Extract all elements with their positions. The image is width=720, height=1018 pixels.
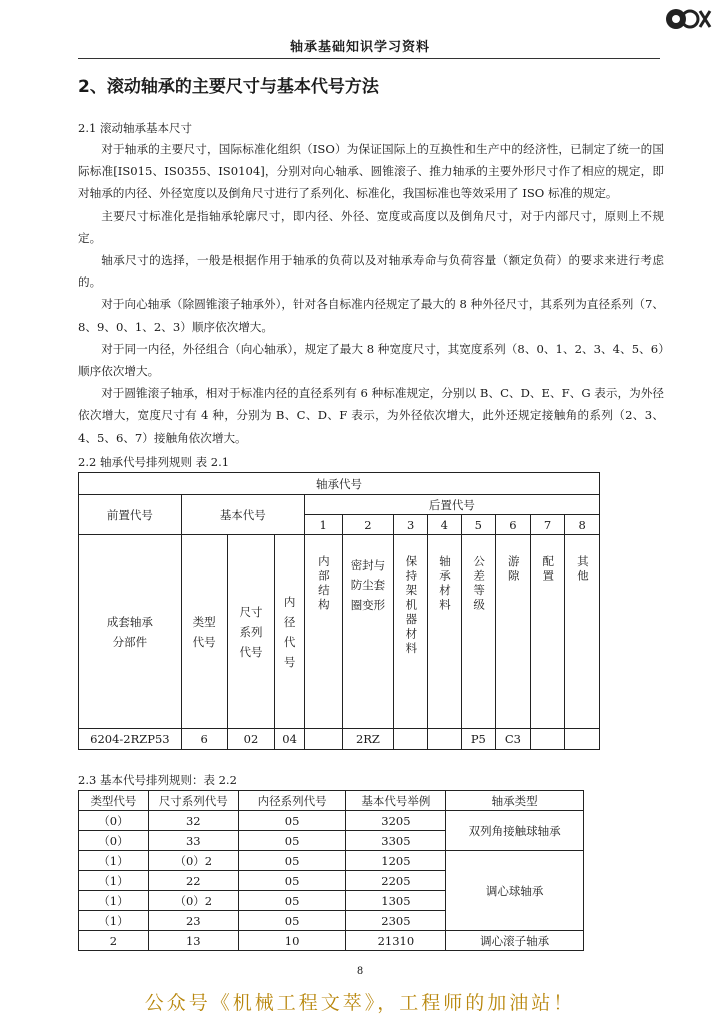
example-cell xyxy=(304,729,342,750)
bore-code-cell: 内 径 代 号 xyxy=(275,535,305,729)
configuration-cell: 配置 xyxy=(541,555,556,584)
type-code-cell: 类型 代号 xyxy=(181,535,227,729)
table-cell: 1205 xyxy=(346,851,446,871)
paragraph: 对于轴承的主要尺寸，国际标准化组织（ISO）为保证国际上的互换性和生产中的经济性，已制定了统一的国际标准[IS015、IS0355、IS0104]，分别对向心轴承、圆锥滚子、推力轴承的主要外形尺寸作了相应的规定，即对轴承的内径、外径宽度以及倒角尺寸进行了系列化、标准化，我国标准也等效采用了 ISO 标准的规定。 xyxy=(78,142,664,201)
bearing-type-cell: 调心滚子轴承 xyxy=(446,931,584,951)
example-cell xyxy=(565,729,600,750)
table-cell: 22 xyxy=(148,871,238,891)
table-cell: （1） xyxy=(79,871,149,891)
bearing-type-cell: 调心球轴承 xyxy=(446,851,584,931)
paragraph: 主要尺寸标准化是指轴承轮廓尺寸，即内径、外径、宽度或高度以及倒角尺寸，对于内部尺寸，原则上不规定。 xyxy=(78,208,664,245)
example-cell xyxy=(394,729,428,750)
bearing-material-cell: 轴承材料 xyxy=(438,555,452,613)
paragraph: 对于圆锥滚子轴承，相对于标准内径的直径系列有 6 种标准规定，分别以 B、C、D、E、F、G 表示，为外径依次增大，宽度尺寸有 4 种，分别为 B、C、D、F 表示，为外径依次增大，此外还规定接触角的系列（2、3、4、5、6、7）接触角依次增大。 xyxy=(78,386,664,445)
suffix-number: 8 xyxy=(565,515,600,535)
example-cell: 6 xyxy=(181,729,227,750)
table-header: 尺寸系列代号 xyxy=(148,791,238,811)
cage-material-cell: 保持架机器材料 xyxy=(404,555,419,657)
suffix-number: 6 xyxy=(496,515,531,535)
paragraph: 轴承尺寸的选择，一般是根据作用于轴承的负荷以及对轴承寿命与负荷容量（额定负荷）的要求来进行考虑的。 xyxy=(78,253,664,290)
table-cell: 05 xyxy=(238,831,346,851)
table-cell: （1） xyxy=(79,911,149,931)
table-cell: 3205 xyxy=(346,811,446,831)
basic-code-table xyxy=(78,790,584,951)
table-cell: 1305 xyxy=(346,891,446,911)
example-cell: 6204-2RZP53 xyxy=(79,729,182,750)
table-cell: （0） xyxy=(79,811,149,831)
body-text xyxy=(78,138,664,449)
clearance-cell: 游隙 xyxy=(506,555,521,584)
gear-logo-icon xyxy=(664,6,712,32)
header-title: 轴承基础知识学习资料 xyxy=(289,40,430,55)
seal-cell: 密封与 防尘套 圈变形 xyxy=(342,535,394,729)
table-cell: 05 xyxy=(238,911,346,931)
table-cell: 05 xyxy=(238,851,346,871)
footer-slogan: 公众号《机械工程文萃》，工程师的加油站！ xyxy=(144,992,576,1014)
table-cell: 2205 xyxy=(346,871,446,891)
example-cell: 02 xyxy=(227,729,275,750)
page-number: 8 xyxy=(356,966,364,977)
table-cell: 13 xyxy=(148,931,238,951)
table-cell: 33 xyxy=(148,831,238,851)
prefix-description: 成套轴承 分部件 xyxy=(79,535,182,729)
table-cell: 05 xyxy=(238,891,346,911)
table-cell: 3305 xyxy=(346,831,446,851)
paragraph: 对于同一内径，外径组合（向心轴承），规定了最大 8 种宽度尺寸，其宽度系列（8、0、1、2、3、4、5、6）顺序依次增大。 xyxy=(78,341,664,379)
table-cell: 23 xyxy=(148,911,238,931)
table-cell: 05 xyxy=(238,811,346,831)
table-cell: （0）2 xyxy=(148,891,238,911)
subheading-2-1: 2.1 滚动轴承基本尺寸 xyxy=(78,121,192,135)
bearing-code-table xyxy=(78,472,600,750)
suffix-number: 2 xyxy=(342,515,394,535)
table-header-prefix: 前置代号 xyxy=(79,495,182,535)
suffix-number: 7 xyxy=(530,515,565,535)
table-row xyxy=(79,851,584,871)
example-cell: 04 xyxy=(275,729,305,750)
tolerance-cell: 公差等级 xyxy=(472,555,487,613)
table-cell: 2305 xyxy=(346,911,446,931)
table-header: 类型代号 xyxy=(79,791,149,811)
example-cell: P5 xyxy=(461,729,496,750)
header-rule xyxy=(78,58,660,59)
table-cell: 32 xyxy=(148,811,238,831)
table-header: 基本代号举例 xyxy=(346,791,446,811)
table-row xyxy=(79,811,584,831)
suffix-number: 4 xyxy=(427,515,461,535)
example-cell xyxy=(427,729,461,750)
size-series-cell: 尺寸 系列 代号 xyxy=(227,535,275,729)
suffix-number: 5 xyxy=(461,515,496,535)
table-cell: （1） xyxy=(79,891,149,911)
suffix-number: 3 xyxy=(394,515,428,535)
table-row xyxy=(79,931,584,951)
table-cell: 05 xyxy=(238,871,346,891)
other-cell: 其他 xyxy=(575,555,590,584)
example-cell: 2RZ xyxy=(342,729,394,750)
table-cell: （0）2 xyxy=(148,851,238,871)
table-cell: （1） xyxy=(79,851,149,871)
table-header: 轴承类型 xyxy=(446,791,584,811)
paragraph: 对于向心轴承（除圆锥滚子轴承外），针对各自标准内径规定了最大的 8 种外径尺寸，其系列为直径系列（7、8、9、0、1、2、3）顺序依次增大。 xyxy=(78,297,664,334)
table-header-basic: 基本代号 xyxy=(181,495,304,535)
table-header-suffix: 后置代号 xyxy=(304,495,599,515)
internal-structure-cell: 内部结构 xyxy=(316,555,331,613)
suffix-number: 1 xyxy=(304,515,342,535)
subheading-2-2: 2.2 轴承代号排列规则 表 2.1 xyxy=(78,455,230,469)
example-cell xyxy=(530,729,565,750)
table-cell: （0） xyxy=(79,831,149,851)
bearing-type-cell: 双列角接触球轴承 xyxy=(446,811,584,851)
table-cell: 21310 xyxy=(346,931,446,951)
table-cell: 10 xyxy=(238,931,346,951)
table-header: 内径系列代号 xyxy=(238,791,346,811)
subheading-2-3: 2.3 基本代号排列规则：表 2.2 xyxy=(78,773,237,787)
table-cell: 2 xyxy=(79,931,149,951)
example-cell: C3 xyxy=(496,729,531,750)
table-header-bearing-code: 轴承代号 xyxy=(79,473,600,495)
section-title: 2、滚动轴承的主要尺寸与基本代号方法 xyxy=(78,77,379,97)
